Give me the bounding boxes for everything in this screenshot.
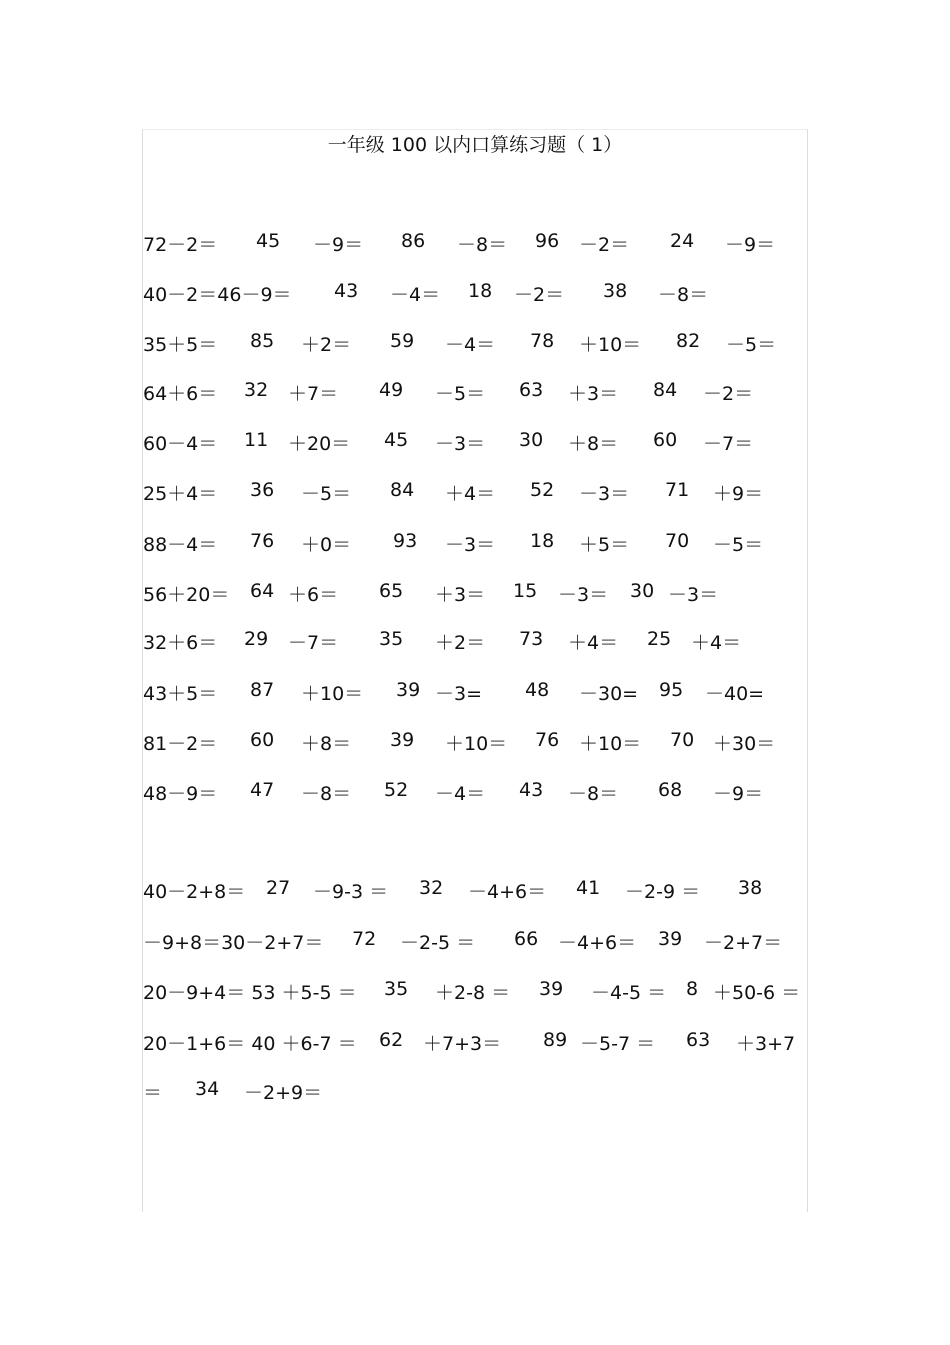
exercise-item: ＋3+7 — [736, 1033, 796, 1055]
exercise-item: 76 — [535, 729, 560, 751]
exercise-item: －8＝ — [457, 234, 508, 256]
exercise-item: －8＝ — [301, 783, 352, 805]
exercise-item: 68 — [658, 779, 683, 801]
exercise-item: ＋4＝ — [691, 632, 742, 654]
exercise-item: －9＝ — [713, 783, 764, 805]
exercise-item: 88－4＝ — [143, 534, 218, 556]
exercise-item: ＋4＝ — [568, 632, 619, 654]
exercise-item: －9-3 ＝ — [313, 881, 389, 903]
exercise-item: 65 — [379, 580, 404, 602]
exercise-item: －2＝ — [703, 383, 754, 405]
exercise-item: 60－4＝ — [143, 433, 218, 455]
exercise-item: －8＝ — [658, 284, 709, 306]
exercise-item: 32＋6＝ — [143, 632, 218, 654]
exercise-item: 78 — [530, 330, 555, 352]
exercise-item: －2＝ — [514, 284, 565, 306]
exercise-item: ＋5＝ — [579, 534, 630, 556]
exercise-item: 52 — [384, 779, 409, 801]
exercise-item: －5-7 ＝ — [580, 1033, 656, 1055]
exercise-item: 95 — [659, 679, 684, 701]
exercise-item: 76 — [250, 530, 275, 552]
exercise-item: 25＋4＝ — [143, 483, 218, 505]
exercise-item: －2-5 ＝ — [400, 932, 476, 954]
exercise-item: ＋30＝ — [713, 733, 776, 755]
exercise-item: 89 — [543, 1029, 568, 1051]
exercise-item: ＋10＝ — [445, 733, 508, 755]
exercise-item: ＋8＝ — [301, 733, 352, 755]
exercise-item: －40= — [705, 683, 765, 705]
exercise-item: 93 — [393, 530, 418, 552]
exercise-item: 70 — [670, 729, 695, 751]
exercise-item: －4＝ — [390, 284, 441, 306]
exercise-item: 87 — [250, 679, 275, 701]
exercise-item: －3＝ — [445, 534, 496, 556]
exercise-item: 32 — [419, 877, 444, 899]
exercise-item: 86 — [401, 230, 426, 252]
exercise-item: －3＝ — [668, 584, 719, 606]
exercise-item: 20－9+4＝ 53 ＋5-5 ＝ — [143, 982, 357, 1004]
exercise-item: 39 — [396, 679, 421, 701]
exercise-item: 32 — [244, 379, 269, 401]
exercise-item: 40－2＝46－9＝ — [143, 284, 292, 306]
exercise-item: －2+9＝ — [244, 1082, 323, 1104]
exercise-item: －9＝ — [313, 234, 364, 256]
exercise-item: 96 — [535, 230, 560, 252]
exercise-item: 43 — [334, 280, 359, 302]
exercise-item: 38 — [738, 877, 763, 899]
exercise-item: 40－2+8＝ — [143, 881, 246, 903]
exercise-item: ＋3＝ — [568, 383, 619, 405]
exercise-item: 82 — [676, 330, 701, 352]
exercise-item: 60 — [653, 429, 678, 451]
exercise-item: －4+6＝ — [558, 932, 637, 954]
exercise-item: 64＋6＝ — [143, 383, 218, 405]
exercise-item: －8＝ — [568, 783, 619, 805]
exercise-item: ＋0＝ — [301, 534, 352, 556]
exercise-item: －9＝ — [725, 234, 776, 256]
exercise-item: －4＝ — [445, 334, 496, 356]
exercise-item: －7＝ — [288, 632, 339, 654]
exercise-item: 18 — [468, 280, 493, 302]
exercise-item: ＋50-6 ＝ — [713, 982, 801, 1004]
exercise-item: 18 — [530, 530, 555, 552]
exercise-item: 72－2＝ — [143, 234, 218, 256]
exercise-item: 48 — [525, 679, 550, 701]
exercise-item: 41 — [576, 877, 601, 899]
exercise-item: ＋20＝ — [288, 433, 351, 455]
exercise-item: －2+7＝ — [704, 932, 783, 954]
exercise-item: －7＝ — [703, 433, 754, 455]
exercise-item: 45 — [384, 429, 409, 451]
exercise-item: ＋7+3＝ — [423, 1033, 502, 1055]
exercise-item: 36 — [250, 479, 275, 501]
exercise-item: 30 — [630, 580, 655, 602]
exercise-item: 84 — [653, 379, 678, 401]
exercise-item: 59 — [390, 330, 415, 352]
exercise-item: 15 — [513, 580, 538, 602]
exercise-item: 71 — [665, 479, 690, 501]
exercise-item: 25 — [647, 628, 672, 650]
exercise-item: 20－1+6＝ 40 ＋6-7 ＝ — [143, 1033, 357, 1055]
exercise-item: 66 — [514, 928, 539, 950]
exercise-item: 39 — [390, 729, 415, 751]
exercise-item: 39 — [539, 978, 564, 1000]
exercise-item: －3＝ — [579, 483, 630, 505]
exercise-item: 64 — [250, 580, 275, 602]
exercise-item: ＋10＝ — [301, 683, 364, 705]
exercise-item: －4-5 ＝ — [591, 982, 667, 1004]
exercise-item: 43＋5＝ — [143, 683, 218, 705]
exercise-item: 30 — [519, 429, 544, 451]
exercise-item: ＋6＝ — [288, 584, 339, 606]
exercise-item: ＋2＝ — [435, 632, 486, 654]
exercise-item: 35 — [379, 628, 404, 650]
exercise-item: 72 — [352, 928, 377, 950]
exercise-item: ＋7＝ — [288, 383, 339, 405]
exercise-item: 60 — [250, 729, 275, 751]
exercise-item: ＋8＝ — [568, 433, 619, 455]
exercise-item: －5＝ — [726, 334, 777, 356]
page-title: 一年级 100 以内口算练习题（ 1） — [327, 134, 623, 156]
exercise-item: 29 — [244, 628, 269, 650]
exercise-item: 38 — [603, 280, 628, 302]
exercise-item: －2＝ — [579, 234, 630, 256]
exercise-item: －5＝ — [301, 483, 352, 505]
exercise-item: 39 — [658, 928, 683, 950]
exercise-item: 8 — [686, 978, 699, 1000]
exercise-item: 43 — [519, 779, 544, 801]
exercise-item: －5＝ — [713, 534, 764, 556]
exercise-item: －3＝ — [558, 584, 609, 606]
exercise-item: ＋2＝ — [301, 334, 352, 356]
exercise-item: 24 — [670, 230, 695, 252]
exercise-item: －3＝ — [435, 433, 486, 455]
exercise-item: 35＋5＝ — [143, 334, 218, 356]
exercise-item: 52 — [530, 479, 555, 501]
exercise-item: 47 — [250, 779, 275, 801]
exercise-item: ＋2-8 ＝ — [435, 982, 511, 1004]
exercise-item: －30= — [579, 683, 639, 705]
exercise-item: 49 — [379, 379, 404, 401]
exercise-item: －5＝ — [435, 383, 486, 405]
exercise-item: 70 — [665, 530, 690, 552]
exercise-item: 62 — [379, 1029, 404, 1051]
exercise-item: －4+6＝ — [468, 881, 547, 903]
exercise-item: ＝ — [143, 1082, 163, 1104]
exercise-item: 81－2＝ — [143, 733, 218, 755]
exercise-item: ＋4＝ — [445, 483, 496, 505]
exercise-item: －4＝ — [435, 783, 486, 805]
exercise-item: 45 — [256, 230, 281, 252]
exercise-item: 35 — [384, 978, 409, 1000]
exercise-item: 73 — [519, 628, 544, 650]
exercise-item: ＋10＝ — [579, 733, 642, 755]
exercise-item: 63 — [686, 1029, 711, 1051]
exercise-item: 63 — [519, 379, 544, 401]
exercise-item: ＋3＝ — [435, 584, 486, 606]
exercise-item: 56＋20＝ — [143, 584, 230, 606]
exercise-item: 34 — [195, 1078, 220, 1100]
exercise-item: ＋10＝ — [579, 334, 642, 356]
exercise-item: 27 — [266, 877, 291, 899]
exercise-item: 84 — [390, 479, 415, 501]
exercise-item: 85 — [250, 330, 275, 352]
exercise-item: 11 — [244, 429, 269, 451]
exercise-item: 48－9＝ — [143, 783, 218, 805]
exercise-item: ＋9＝ — [713, 483, 764, 505]
exercise-item: －2-9 ＝ — [625, 881, 701, 903]
exercise-item: －3= — [435, 683, 483, 705]
exercise-item: －9+8＝30－2+7＝ — [143, 932, 324, 954]
